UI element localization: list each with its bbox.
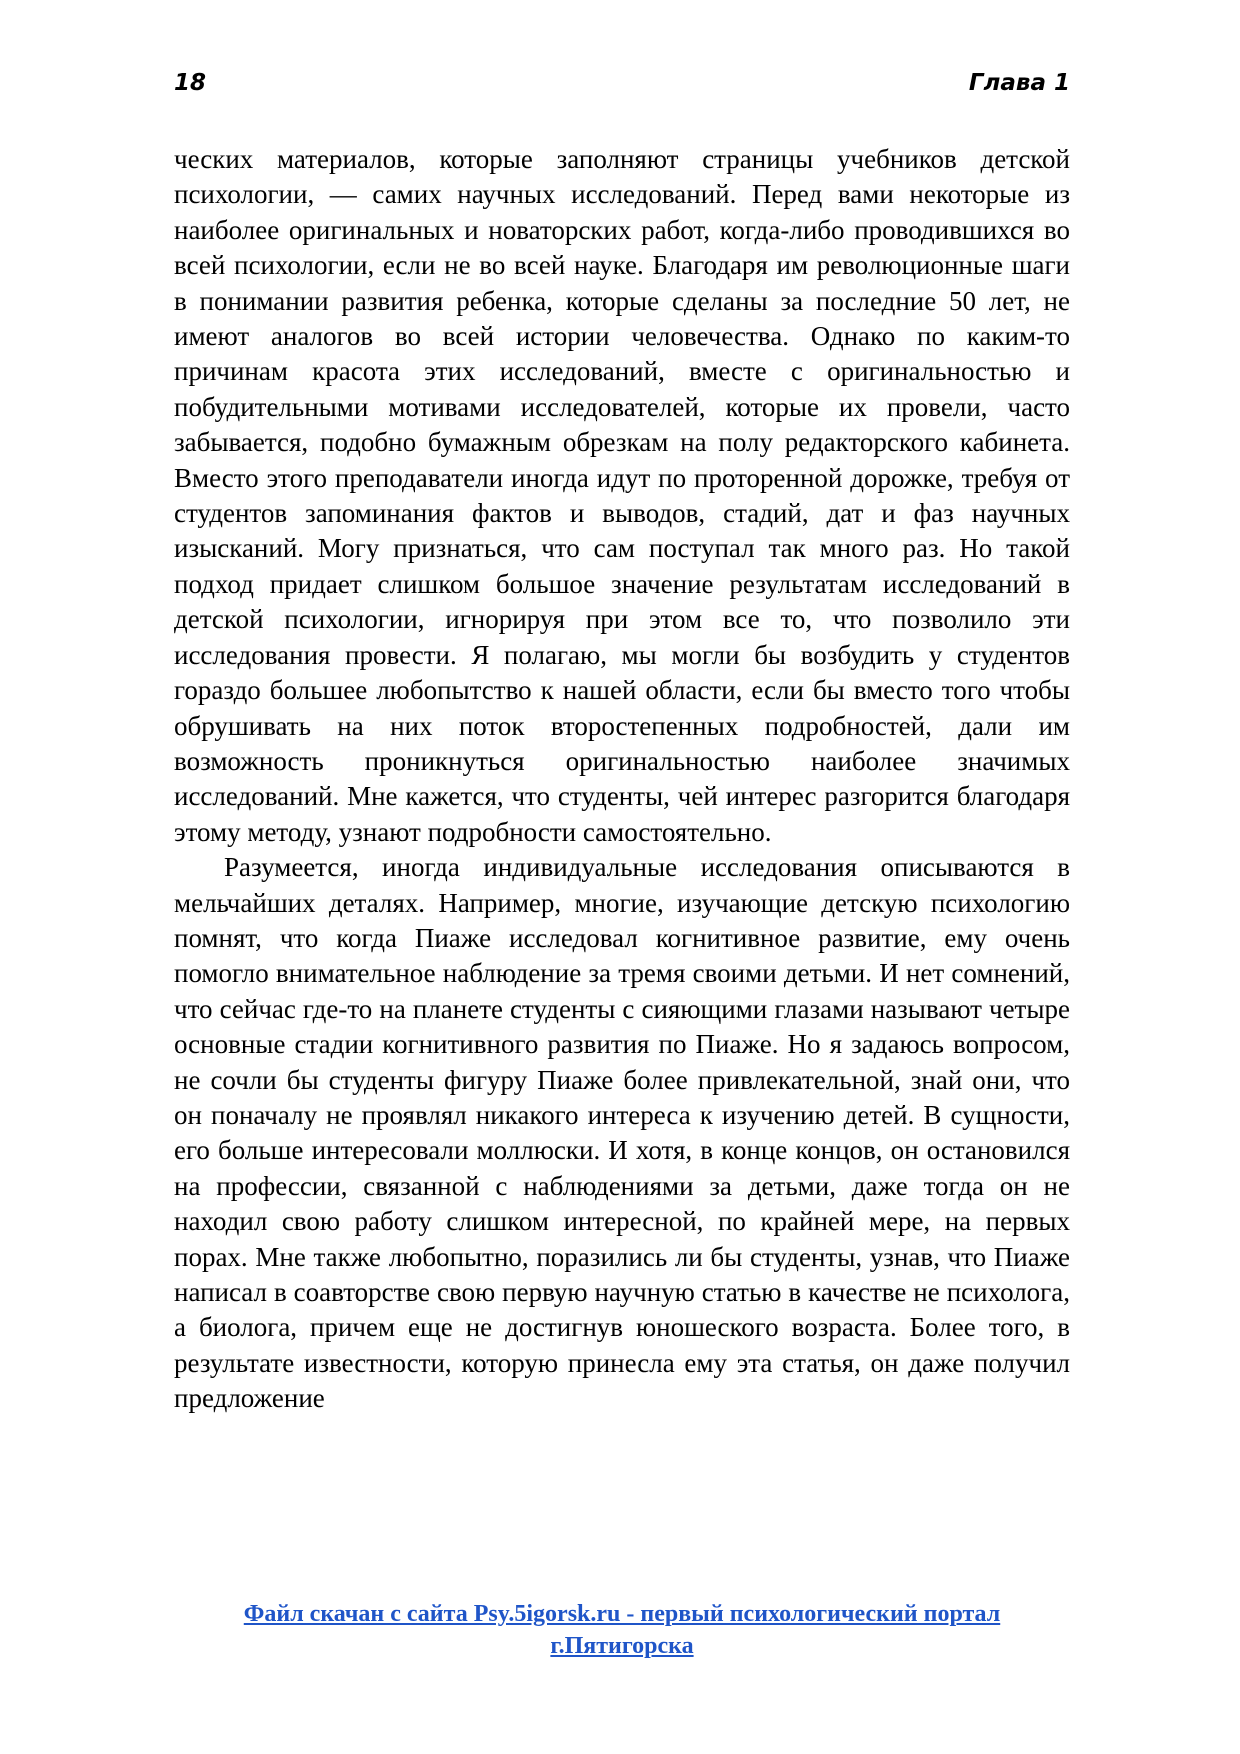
source-site-link[interactable] <box>174 1598 1070 1662</box>
paragraph-1: ческих материалов, которые заполняют страницы учебников детской психологии, — самих научных исследований. Перед вами некоторые из наиболее оригинальных и новаторских работ, когда-либо проводившихся во всей психологии, если не во всей науке. Благодаря им революционные шаги в понимании развития ребенка, которые сделаны за последние 50 лет, не имеют аналогов во всей истории человечества. Однако по каким-то причинам красота этих исследований, вместе с оригинальностью и побудительными мотивами исследователей, которые их провели, часто забывается, подобно бумажным обрезкам на полу редакторского кабинета. Вместо этого преподаватели иногда идут по проторенной дорожке, требуя от студентов запоминания фактов и выводов, стадий, дат и фаз научных изысканий. Могу признаться, что сам поступал так много раз. Но такой подход придает слишком большое значение результатам исследований в детской психологии, игнорируя при этом все то, что позволило эти исследования провести. Я полагаю, мы могли бы возбудить у студентов гораздо большее любопытство к нашей области, если бы вместо того чтобы обрушивать на них поток второстепенных подробностей, дали им возможность проникнуться оригинальностью наиболее значимых исследований. Мне кажется, что студенты, чей интерес разгорится благодаря этому методу, узнают подробности самостоятельно. <box>174 144 1070 847</box>
text-body <box>174 142 1070 1417</box>
source-site-link-line-1[interactable]: Файл скачан с сайта Psy.5igorsk.ru - первый психологический портал <box>243 1601 1001 1627</box>
page-number: 18 <box>174 70 207 96</box>
source-site-link-line-2[interactable]: г.Пятигорска <box>550 1633 694 1659</box>
running-head <box>174 70 1070 106</box>
paragraph-2: Разумеется, иногда индивидуальные исследования описываются в мельчайших деталях. Например, многие, изучающие детскую психологию помнят, что когда Пиаже исследовал когнитивное развитие, ему очень помогло внимательное наблюдение за тремя своими детьми. И нет сомнений, что сейчас где-то на планете студенты с сияющими глазами называют четыре основные стадии когнитивного развития по Пиаже. Но я задаюсь вопросом, не сочли бы студенты фигуру Пиаже более привлекательной, знай они, что он поначалу не проявлял никакого интереса к изучению детей. В сущности, его больше интересовали моллюски. И хотя, в конце концов, он остановился на профессии, связанной с наблюдениями за детьми, даже тогда он не находил свою работу слишком интересной, по крайней мере, на первых порах. Мне также любопытно, поразились ли бы студенты, узнав, что Пиаже написал в соавторстве свою первую научную статью в качестве не психолога, а биолога, причем еще не достигнув юношеского возраста. Более того, в результате известности, которую принесла ему эта статья, он даже получил предложение <box>174 852 1070 1414</box>
chapter-title: Глава 1 <box>968 70 1070 96</box>
